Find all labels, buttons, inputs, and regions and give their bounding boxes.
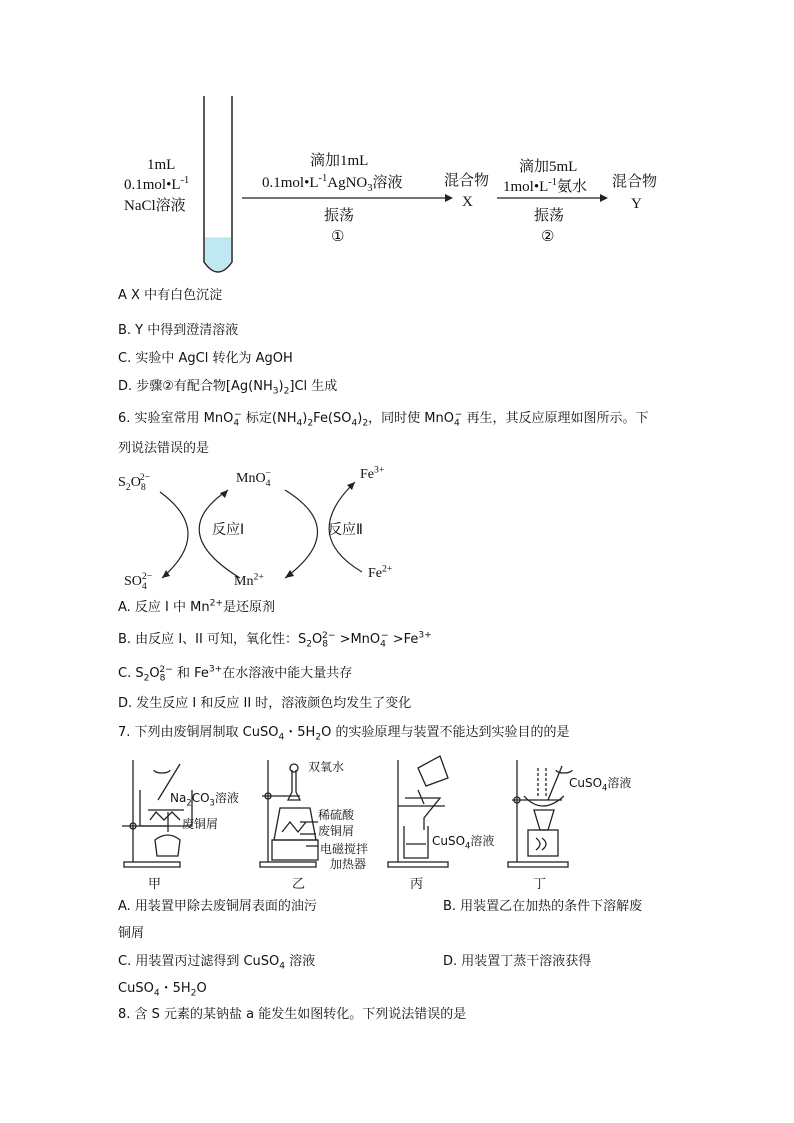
q6-option-b: B. 由反应 I、II 可知，氧化性：$S_2O_8^{2-} >MnO_4^- >Fe^{3+}$ [118,630,432,650]
label-cuso4-evap: CuSO$_4$溶液 [569,776,632,793]
q7-option-b-cont: 铜屑 [118,926,145,941]
q5-option-b: B. Y 中得到澄清溶液 [118,323,239,338]
species-so4: $SO_4^{2-}$ [124,571,153,592]
species-mno4: MnO$_4$− [236,468,271,489]
q6-option-d: D. 发生反应 I 和反应 II 时，溶液颜色均发生了变化 [118,696,412,711]
step1-number: ① [331,229,345,245]
mixture-y-label: 混合物 [612,174,658,190]
q6-option-c: C. $S_2O_8^{2-}$ 和 $Fe^{3+}$在水溶液中能大量共存 [118,664,353,684]
q7-option-d-cont: CuSO$_4$・$5H_2O$ [118,981,207,999]
q6-stem-line2: 列说法错误的是 [118,441,210,456]
label-cuso4-filtrate: CuSO$_4$溶液 [432,834,495,851]
caption-bing: 丙 [410,877,424,892]
step2-reagent: $1mol•L^{-1}$氨水 [503,177,588,195]
label-copper-scrap-1: 废铜屑 [182,817,219,831]
mixture-x: X [462,194,473,210]
tube-solution: NaCl溶液 [124,198,186,214]
q7-option-b: B. 用装置乙在加热的条件下溶解废 [443,899,643,914]
tube-conc: $0.1mol•L^{-1}$ [124,175,190,193]
caption-ding: 丁 [533,877,547,892]
q7-option-c: C. 用装置丙过滤得到 CuSO$_4$ 溶液 [118,954,316,972]
label-na2co3: $Na_2CO_3$溶液 [170,791,239,808]
step2-shake: 振荡 [534,208,565,224]
q5-option-c: C. 实验中 AgCl 转化为 AgOH [118,351,293,366]
species-fe3: $Fe^{3+}$ [360,464,385,482]
step1-reagent: $0.1mol•L^{-1}AgNO_3$溶液 [262,173,403,194]
reaction-1-label: 反应Ⅰ [212,522,245,538]
label-heater: 加热器 [330,857,367,871]
q7-option-d: D. 用装置丁蒸干溶液获得 [443,954,592,969]
label-stirrer: 电磁搅拌 [320,842,369,856]
caption-yi: 乙 [292,877,306,892]
step1-shake: 振荡 [324,208,355,224]
label-h2o2: 双氧水 [308,760,345,774]
mixture-y: Y [631,196,642,212]
label-copper-scrap-2: 废铜屑 [318,824,355,838]
reaction-2-label: 反应Ⅱ [328,522,363,538]
q8-stem: 8. 含 S 元素的某钠盐 a 能发生如图转化。下列说法错误的是 [118,1007,467,1022]
species-s2o8: $S_2O_8^{2-}$ [118,472,151,493]
step1-add: 滴加1mL [310,153,369,169]
step2-add: 滴加5mL [519,159,578,175]
caption-jia: 甲 [148,877,162,892]
q6-option-a: A. 反应 I 中 $Mn^{2+}$是还原剂 [118,598,276,615]
step2-number: ② [541,229,555,245]
q6-stem-line1: 6. 实验室常用 MnO$_4$− 标定$(NH_4)_2Fe(SO_4)_2$，同时使 MnO$_4$− 再生，其反应原理如图所示。下 [118,409,649,429]
mixture-x-label: 混合物 [444,173,490,189]
q5-option-a: A X 中有白色沉淀 [118,288,223,303]
label-h2so4: 稀硫酸 [318,808,355,822]
q7-option-a: A. 用装置甲除去废铜屑表面的油污 [118,899,317,914]
species-fe2: $Fe^{2+}$ [368,563,393,581]
q7-stem: 7. 下列由废铜屑制取 CuSO$_4$・$5H_2O$ 的实验原理与装置不能达到实验目的的是 [118,725,570,743]
tube-volume: 1mL [147,157,176,173]
species-mn2: $Mn^{2+}$ [234,571,264,589]
q5-option-d: D. 步骤②有配合物$[Ag(NH_3)_2]Cl$ 生成 [118,379,338,397]
